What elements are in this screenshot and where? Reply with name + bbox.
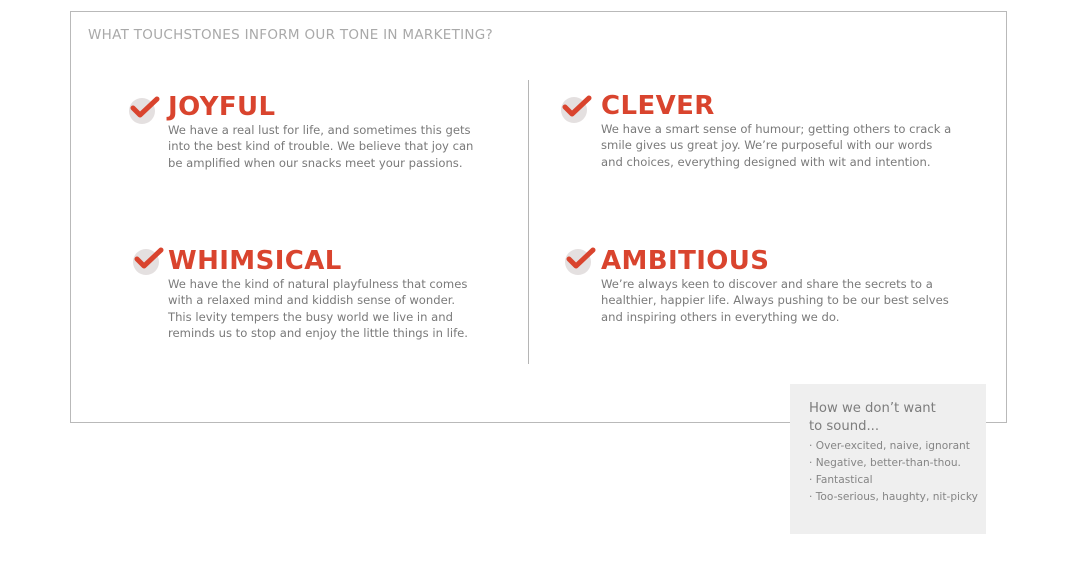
trait-description: We have a real lust for life, and sometimes this gets into the best kind of trouble. We believe that joy can be amplified when our snacks meet your passions. bbox=[168, 123, 474, 170]
check-icon bbox=[132, 246, 162, 276]
trait-description: We’re always keen to discover and share the secrets to a healthier, happier life. Always pushing to be our best selves and inspiring others in everything we do. bbox=[601, 277, 949, 324]
list-item: · Over-excited, naive, ignorant bbox=[809, 440, 970, 452]
list-item: · Too-serious, haughty, nit-picky bbox=[809, 491, 978, 503]
dont-sound-panel bbox=[790, 384, 986, 534]
trait-title: JOYFUL bbox=[168, 92, 276, 122]
trait-description: We have a smart sense of humour; getting others to crack a smile gives us great joy. We’re purposeful with our words and choices, everything designed with wit and intention. bbox=[601, 122, 952, 169]
list-item: · Negative, better-than-thou. bbox=[809, 457, 961, 469]
check-icon bbox=[560, 94, 590, 124]
content-frame bbox=[70, 11, 1007, 423]
check-icon bbox=[128, 95, 158, 125]
column-divider bbox=[528, 80, 529, 364]
trait-description: We have the kind of natural playfulness that comes with a relaxed mind and kiddish sense of wonder. This levity tempers the busy world we live in and reminds us to stop and enjoy the little things in life. bbox=[168, 277, 468, 341]
dont-sound-title: How we don’t want to sound... bbox=[809, 401, 936, 434]
dont-sound-list bbox=[809, 438, 986, 506]
list-item: · Fantastical bbox=[809, 474, 873, 486]
section-heading: WHAT TOUCHSTONES INFORM OUR TONE IN MARKETING? bbox=[88, 27, 494, 43]
check-icon bbox=[564, 246, 594, 276]
trait-title: WHIMSICAL bbox=[168, 246, 342, 276]
trait-title: AMBITIOUS bbox=[601, 246, 770, 276]
trait-title: CLEVER bbox=[601, 91, 715, 121]
